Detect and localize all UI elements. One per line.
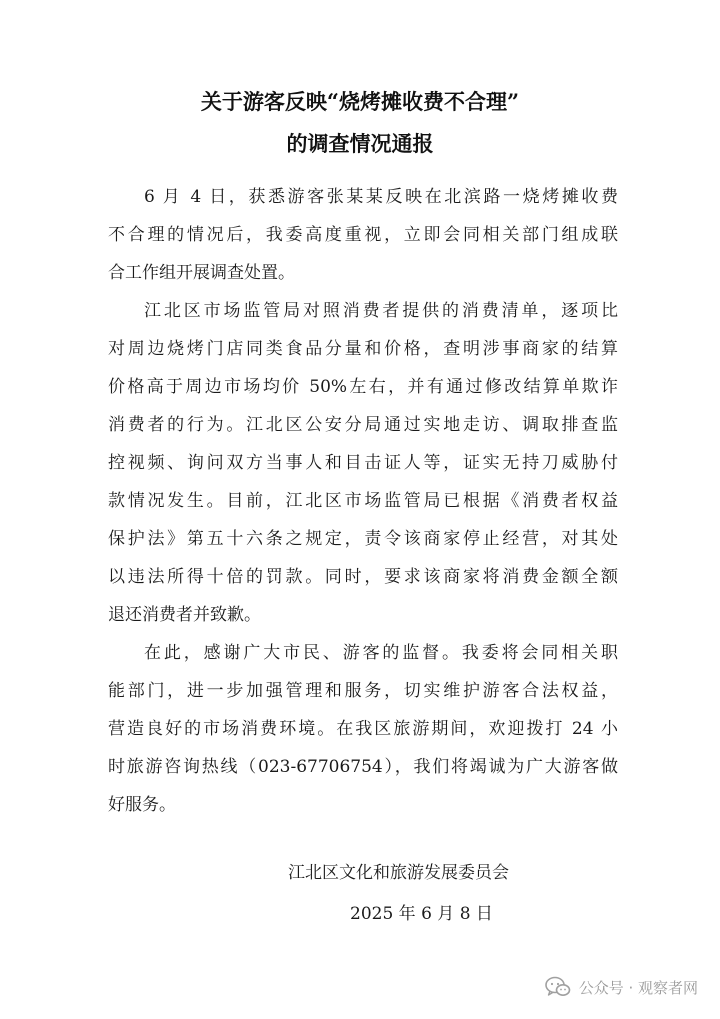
- title-line-1: 关于游客反映“烧烤摊收费不合理”: [200, 89, 520, 114]
- signature-organization: 江北区文化和旅游发展委员会: [288, 863, 509, 883]
- paragraph-line: 江北区市场监管局对照消费者提供的消费清单，逐项比: [144, 301, 618, 321]
- paragraph-1: [108, 178, 618, 292]
- paragraph-line: 价格高于周边市场均价 50%左右，并有通过修改结算单欺诈: [108, 377, 618, 397]
- paragraph-line: 消费者的行为。江北区公安分局通过实地走访、调取排查监: [108, 415, 618, 435]
- watermark: [545, 972, 698, 1002]
- paragraph-line: 营造良好的市场消费环境。在我区旅游期间，欢迎拨打 24 小: [108, 719, 618, 739]
- paragraph-line: 合工作组开展调查处置。: [108, 263, 295, 283]
- paragraph-line: 以违法所得十倍的罚款。同时，要求该商家将消费金额全额: [108, 567, 618, 587]
- paragraph-line: 6 月 4 日，获悉游客张某某反映在北滨路一烧烤摊收费: [144, 187, 618, 207]
- paragraph-line: 保护法》第五十六条之规定，责令该商家停止经营，对其处: [108, 529, 618, 549]
- paragraph-line: 不合理的情况后，我委高度重视，立即会同相关部门组成联: [108, 225, 618, 245]
- paragraph-3: [108, 634, 618, 824]
- paragraph-line: 退还消费者并致歉。: [108, 605, 261, 625]
- paragraph-line: 控视频、询问双方当事人和目击证人等，证实无持刀威胁付: [108, 453, 618, 473]
- watermark-text: 公众号 · 观察者网: [578, 978, 698, 997]
- paragraph-line: 能部门，进一步加强管理和服务，切实维护游客合法权益，: [108, 681, 618, 701]
- title-line-2: 的调查情况通报: [286, 131, 434, 156]
- paragraph-line: 时旅游咨询热线（023-67706754），我们将竭诚为广大游客做: [108, 757, 618, 777]
- signature-date: 2025 年 6 月 8 日: [350, 904, 493, 924]
- paragraph-2: [108, 292, 618, 634]
- paragraph-line: 对周边烧烤门店同类食品分量和价格，查明涉事商家的结算: [108, 339, 618, 359]
- wechat-icon: [545, 976, 571, 998]
- paragraph-line: 款情况发生。目前，江北区市场监管局已根据《消费者权益: [108, 491, 618, 511]
- paragraph-line: 好服务。: [108, 795, 176, 815]
- paragraph-line: 在此，感谢广大市民、游客的监督。我委将会同相关职: [144, 643, 618, 663]
